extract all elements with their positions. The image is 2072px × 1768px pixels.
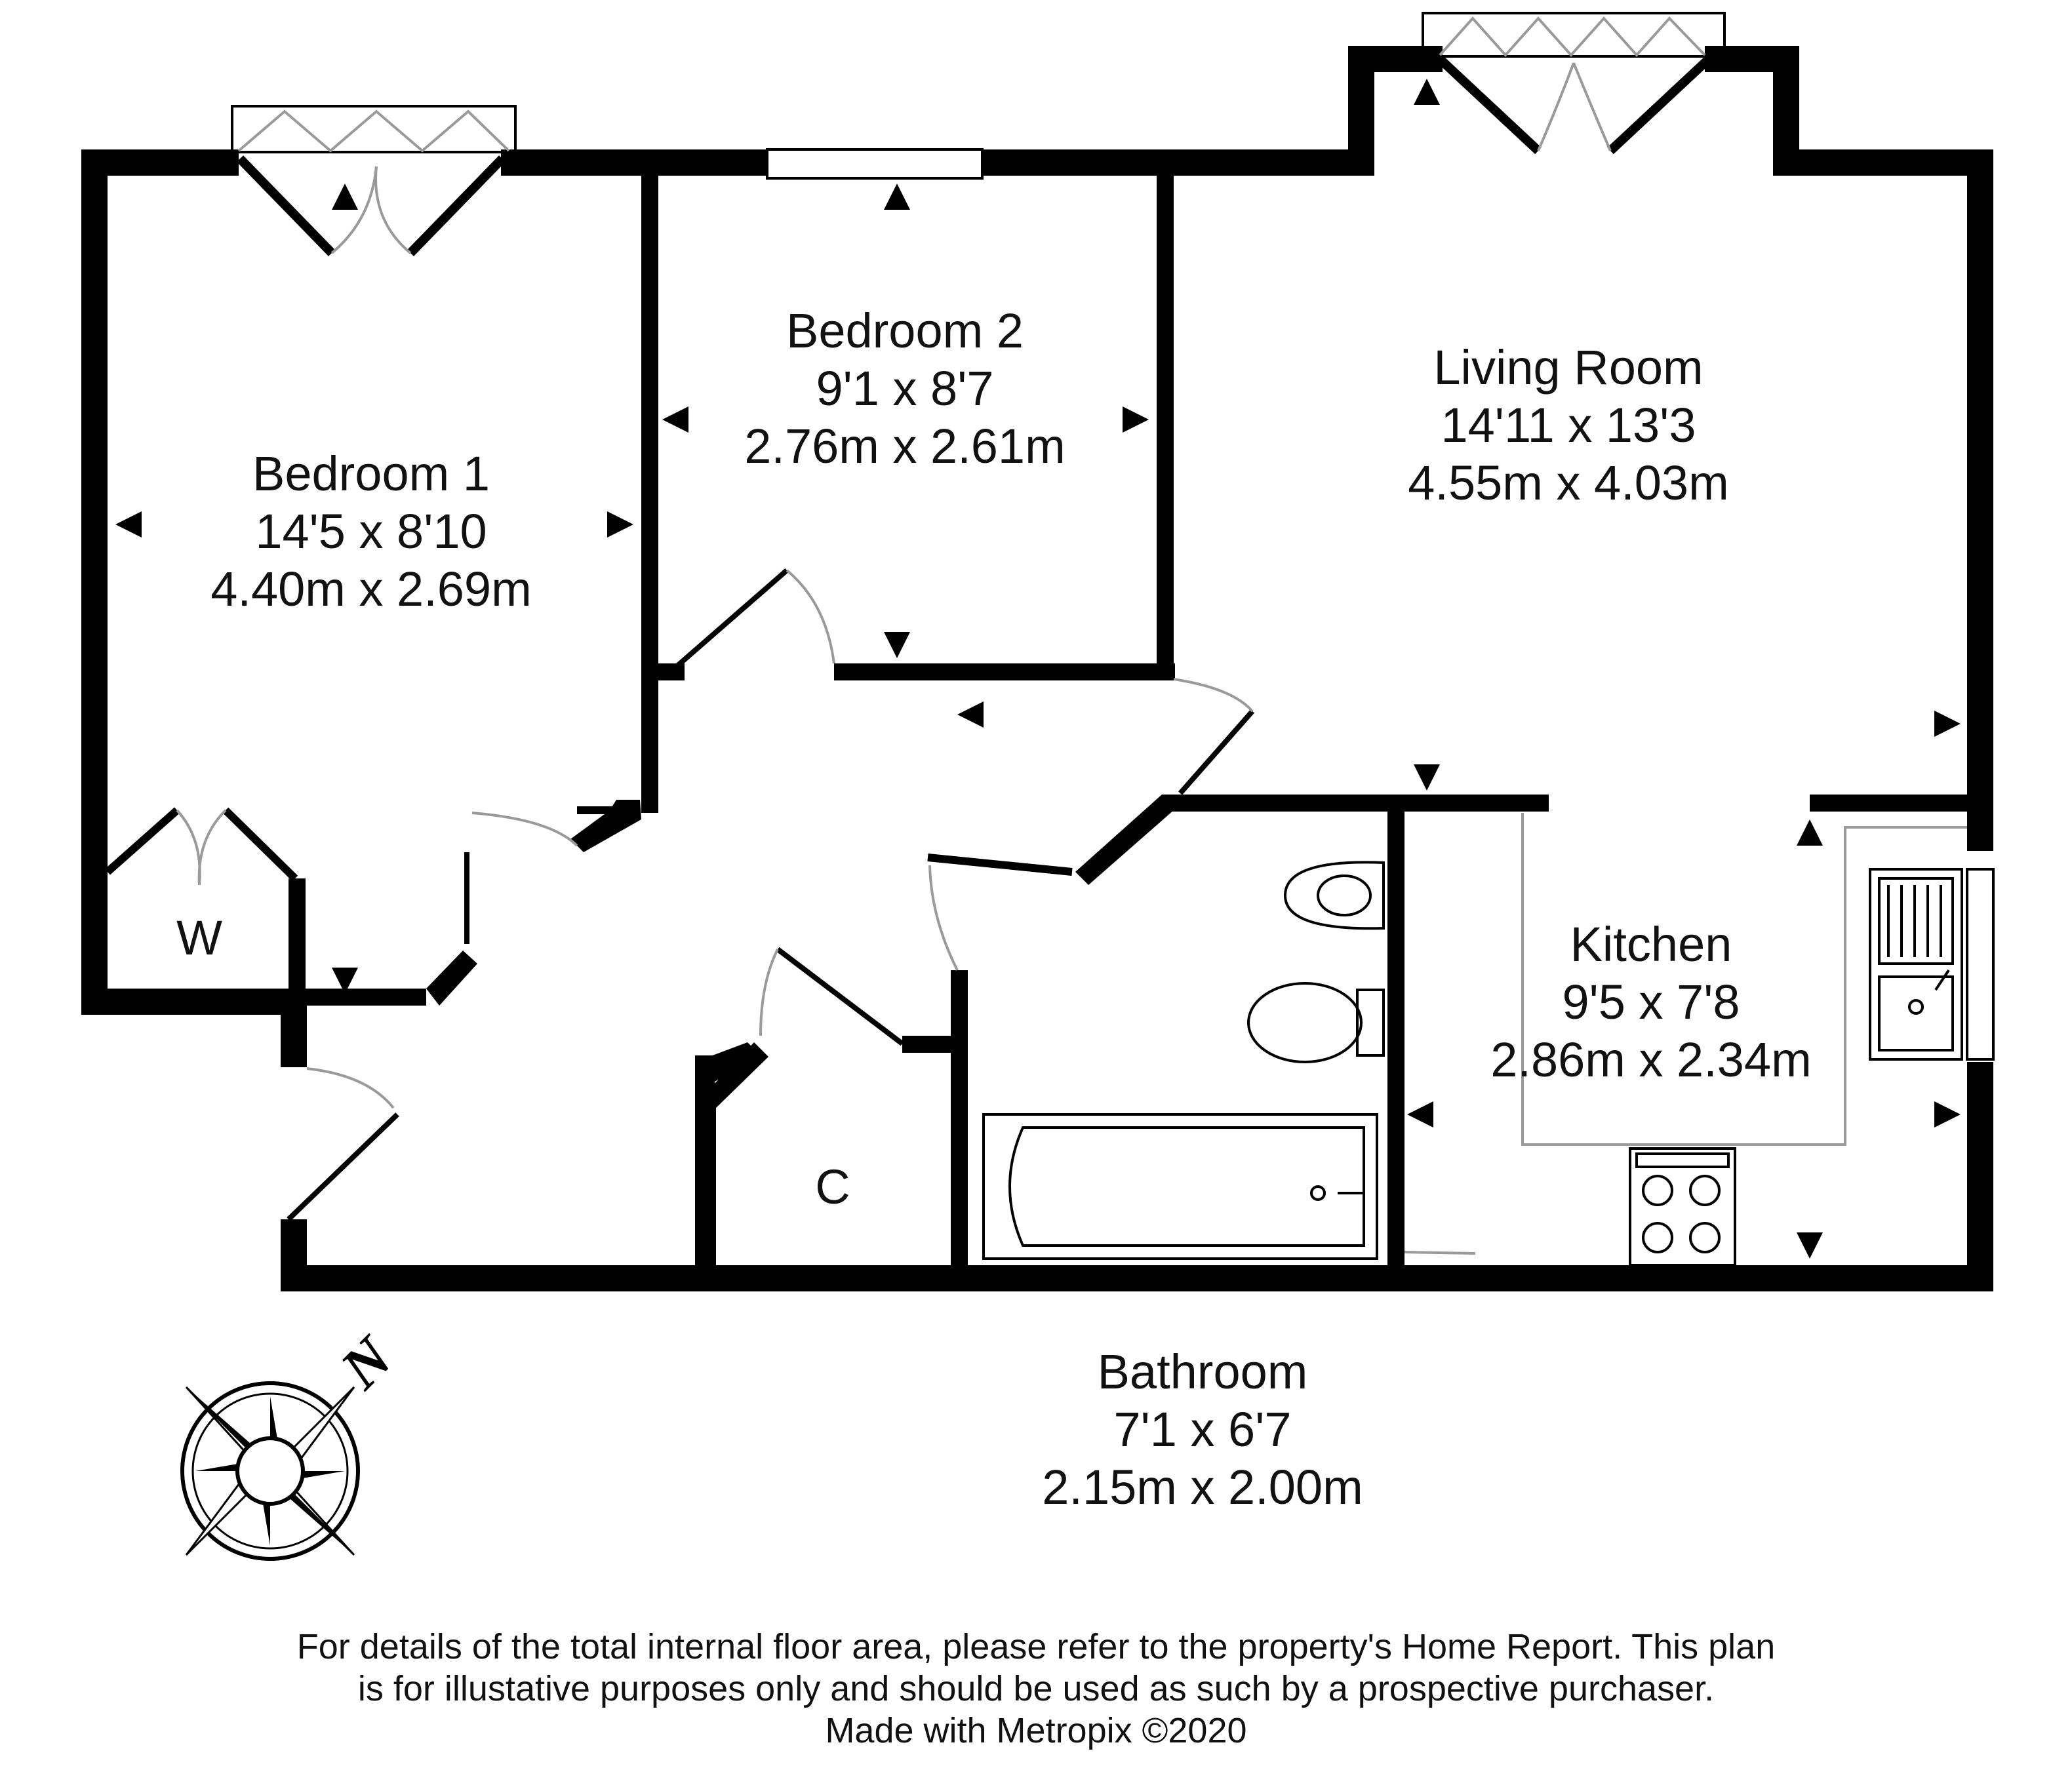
- wardrobe-label: W: [176, 911, 222, 965]
- bathroom-bath: [984, 1114, 1377, 1259]
- window-living-room: [1423, 13, 1724, 151]
- interior-walls: [289, 170, 1980, 1284]
- bedroom2-metric: 2.76m x 2.61m: [744, 419, 1066, 473]
- living-room-imperial: 14'11 x 13'3: [1441, 398, 1696, 452]
- room-label-kitchen: [1490, 917, 1811, 1087]
- bedroom1-name: Bedroom 1: [252, 446, 490, 501]
- footer-disclaimer: [297, 1627, 1775, 1750]
- kitchen-metric: 2.86m x 2.34m: [1490, 1032, 1812, 1087]
- bedroom1-imperial: 14'5 x 8'10: [255, 504, 487, 559]
- living-room-name: Living Room: [1433, 340, 1703, 395]
- room-label-bedroom1: [210, 446, 531, 616]
- bedroom1-metric: 4.40m x 2.69m: [210, 562, 532, 616]
- bathroom-toilet: [1248, 983, 1384, 1062]
- kitchen-imperial: 9'5 x 7'8: [1562, 975, 1740, 1029]
- compass-rose-icon: [182, 1324, 406, 1559]
- bathroom-basin: [1285, 862, 1384, 928]
- bathroom-metric: 2.15m x 2.00m: [1042, 1460, 1363, 1514]
- kitchen-hob: [1630, 1149, 1735, 1265]
- bathroom-name: Bathroom: [1097, 1345, 1308, 1399]
- footer-line2: is for illustative purposes only and should be used as such by a prospective purchaser.: [357, 1669, 1715, 1708]
- footer-line1: For details of the total internal floor area, please refer to the property's Home Report. This plan: [296, 1627, 1776, 1666]
- bedroom2-imperial: 9'1 x 8'7: [816, 361, 994, 416]
- footer-line3: Made with Metropix ©2020: [825, 1711, 1247, 1750]
- kitchen-sink: [1870, 869, 1993, 1059]
- bathroom-imperial: 7'1 x 6'7: [1113, 1402, 1292, 1457]
- window-bedroom2: [767, 149, 982, 178]
- living-room-metric: 4.55m x 4.03m: [1408, 456, 1729, 510]
- room-label-bedroom2: [744, 304, 1065, 473]
- window-bedroom1: [232, 106, 515, 253]
- cupboard-label: C: [815, 1160, 850, 1214]
- kitchen-name: Kitchen: [1570, 917, 1732, 972]
- room-label-living-room: [1408, 340, 1728, 510]
- bedroom2-name: Bedroom 2: [786, 304, 1024, 358]
- room-label-bathroom: [1042, 1345, 1363, 1514]
- wardrobe-doors: [108, 810, 295, 885]
- compass-north-label: N: [329, 1325, 405, 1402]
